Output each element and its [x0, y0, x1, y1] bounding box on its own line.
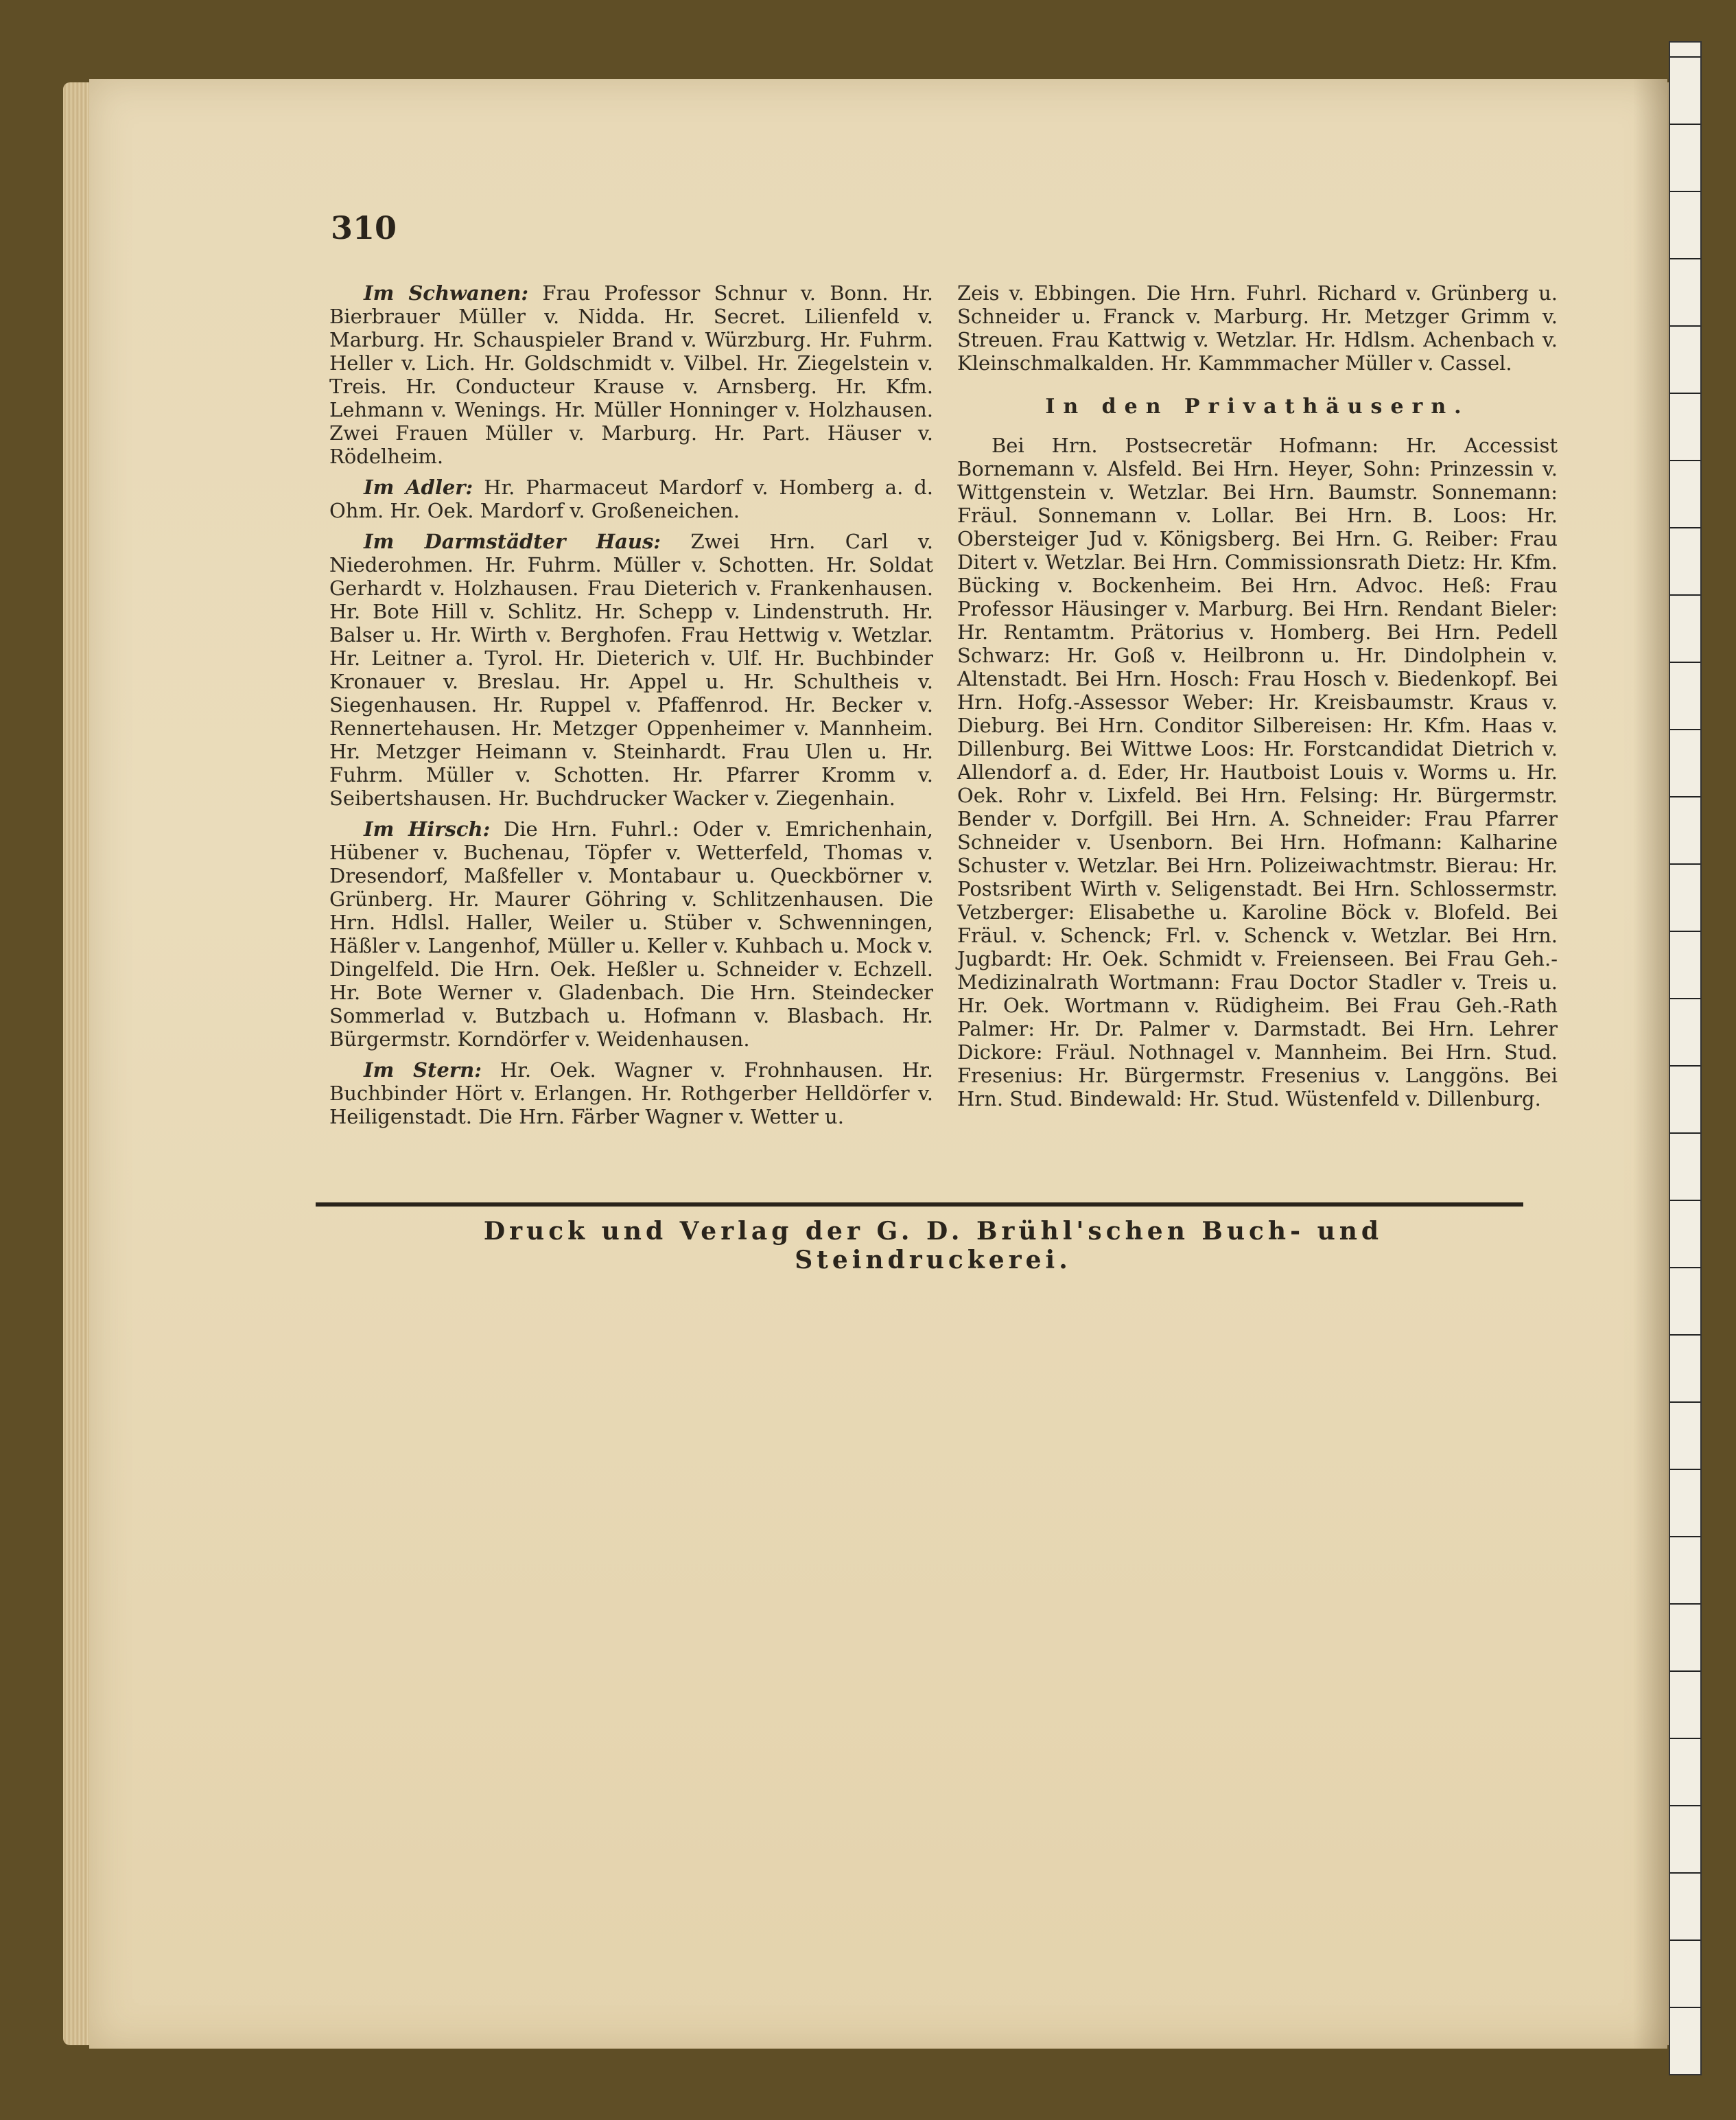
calibration-tick — [1670, 1469, 1700, 1470]
horizontal-rule — [316, 1202, 1523, 1207]
calibration-tick — [1670, 460, 1700, 461]
calibration-tick — [1670, 863, 1700, 865]
private-houses-paragraph: Bei Hrn. Postsecretär Hofmann: Hr. Accessist Bornemann v. Alsfeld. Bei Hrn. Heyer, Sohn: Prinzessin v. Wittgenstein v. Wetzlar. Bei Hrn. Baumstr. Sonnemann: Fräul. Sonnemann v. Lollar. Bei Hrn. B. Loos: Hr. Obersteiger Jud v. Königsberg. Bei Hrn. G. Reiber: Frau Ditert v. Wetzlar. Bei Hrn. Commissionsrath Dietz: Hr. Kfm. Bücking v. Bockenheim. Bei Hrn. Advoc. Heß: Frau Professor Häusinger v. Marburg. Bei Hrn. Rendant Bieler: Hr. Rentamtm. Prätorius v. Homberg. Bei Hrn. Pedell Schwarz: Hr. Goß v. Heilbronn u. Hr. Dindolphein v. Altenstadt. Bei Hrn. Hosch: Frau Hosch v. Biedenkopf. Bei Hrn. Hofg.-Assessor Weber: Hr. Kreisbaumstr. Kraus v. Dieburg. Bei Hrn. Conditor Silbereisen: Hr. Kfm. Haas v. Dillenburg. Bei Wittwe Loos: Hr. Forstcandidat Dietrich v. Allendorf a. d. Eder, Hr. Hautboist Louis v. Worms u. Hr. Oek. Rohr v. Lixfeld. Bei Hrn. Felsing: Hr. Bürgermstr. Bender v. Dorfgill. Bei Hrn. A. Schneider: Frau Pfarrer Schneider v. Usenborn. Bei Hrn. Hofmann: Kalharine Schuster v. Wetzlar. Bei Hrn. Polizeiwachtmstr. Bierau: Hr. Postsribent Wirth v. Seligenstadt. Bei Hrn. Schlossermstr. Vetzberger: Elisabethe u. Karoline Böck v. Blofeld. Bei Fräul. v. Schenck; Frl. v. Schenck v. Wetzlar. Bei Hrn. Jugbardt: Hr. Oek. Schmidt v. Freienseen. Bei Frau Geh.-Medizinalrath Wortmann: Frau Doctor Stadler v. Treis u. Hr. Oek. Wortmann v. Rüdigheim. Bei Frau Geh.-Rath Palmer: Hr. Dr. Palmer v. Darmstadt. Bei Hrn. Lehrer Dickore: Fräul. Nothnagel v. Mannheim. Bei Hrn. Stud. Fresenius: Hr. Bürgermstr. Fresenius v. Langgöns. Bei Hrn. Stud. Bindewald: Hr. Stud. Wüstenfeld v. Dillenburg. — [957, 434, 1558, 1110]
entry-paragraph — [329, 1058, 933, 1128]
calibration-tick — [1670, 729, 1700, 730]
entry-paragraph — [329, 530, 933, 810]
calibration-tick — [1670, 56, 1700, 58]
calibration-tick — [1670, 1200, 1700, 1201]
calibration-tick — [1670, 1065, 1700, 1067]
inn-name: Im Stern: — [364, 1058, 482, 1082]
calibration-tick — [1670, 191, 1700, 192]
calibration-tick — [1670, 1738, 1700, 1739]
color-calibration-strip — [1669, 41, 1702, 2075]
calibration-tick — [1670, 998, 1700, 999]
printer-imprint: Druck und Verlag der G. D. Brühl'schen Buch- und Steindruckerei. — [483, 1217, 1383, 1274]
calibration-tick — [1670, 1670, 1700, 1672]
calibration-tick — [1670, 1132, 1700, 1134]
calibration-tick — [1670, 1536, 1700, 1537]
guest-list: Frau Professor Schnur v. Bonn. Hr. Bierbrauer Müller v. Nidda. Hr. Secret. Lilienfeld v. Marburg. Hr. Schauspieler Brand v. Würzburg. Hr. Fuhrm. Heller v. Lich. Hr. Goldschmidt v. Vilbel. Hr. Ziegelstein v. Treis. Hr. Conducteur Krause v. Arnsberg. Hr. Kfm. Lehmann v. Wenings. Hr. Müller Honninger v. Holzhausen. Zwei Frauen Müller v. Marburg. Hr. Part. Häuser v. Rödelheim. — [329, 281, 933, 468]
entry-paragraph — [329, 817, 933, 1051]
calibration-tick — [1670, 393, 1700, 394]
calibration-tick — [1670, 258, 1700, 259]
calibration-tick — [1670, 325, 1700, 327]
right-column — [957, 281, 1558, 1118]
section-heading: In den Privathäusern. — [1045, 395, 1470, 419]
left-column — [329, 281, 933, 1136]
guest-list: Die Hrn. Fuhrl.: Oder v. Emrichenhain, Hübener v. Buchenau, Töpfer v. Wetterfeld, Thomas v. Dresendorf, Maßfeller v. Montabaur u. Queckbörner v. Grünberg. Hr. Maurer Göhring v. Schlitzenhausen. Die Hrn. Hdlsl. Haller, Weiler u. Stüber v. Schwenningen, Häßler v. Langenhof, Müller u. Keller v. Kuhbach u. Mock v. Dingelfeld. Die Hrn. Oek. Heßler u. Schneider v. Echzell. Hr. Bote Werner v. Gladenbach. Die Hrn. Steindecker Sommerlad v. Butzbach u. Hofmann v. Blasbach. Hr. Bürgermstr. Korndörfer v. Weidenhausen. — [329, 817, 934, 1051]
calibration-tick — [1670, 662, 1700, 663]
guest-list: Hr. Oek. Wagner v. Frohnhausen. Hr. Buchbinder Hört v. Erlangen. Hr. Rothgerber Helldörfer v. Heiligenstadt. Die Hrn. Färber Wagner v. Wetter u. — [329, 1058, 933, 1128]
calibration-tick — [1670, 1603, 1700, 1605]
inn-name: Im Hirsch: — [364, 817, 491, 841]
calibration-tick — [1670, 594, 1700, 596]
calibration-tick — [1670, 931, 1700, 932]
guest-list: Zwei Hrn. Carl v. Niederohmen. Hr. Fuhrm. Müller v. Schotten. Hr. Soldat Gerhardt v. Holzhausen. Frau Dieterich v. Frankenhausen. Hr. Bote Hill v. Schlitz. Hr. Schepp v. Lindenstruth. Hr. Balser u. Hr. Wirth v. Berghofen. Frau Hettwig v. Wetzlar. Hr. Leitner a. Tyrol. Hr. Dieterich v. Ulf. Hr. Buchbinder Kronauer v. Breslau. Hr. Appel u. Hr. Schultheis v. Siegenhausen. Hr. Ruppel v. Pfaffenrod. Hr. Becker v. Rennertehausen. Hr. Metzger Oppenheimer v. Mannheim. Hr. Metzger Heimann v. Steinhardt. Frau Ulen u. Hr. Fuhrm. Müller v. Schotten. Hr. Pfarrer Kromm v. Seibertshausen. Hr. Buchdrucker Wacker v. Ziegenhain. — [329, 530, 933, 810]
entry-paragraph — [329, 281, 933, 468]
entry-paragraph — [329, 476, 933, 522]
guest-list: Hr. Pharmaceut Mardorf v. Homberg a. d. Ohm. Hr. Oek. Mardorf v. Großeneichen. — [329, 476, 934, 522]
calibration-tick — [1670, 527, 1700, 528]
calibration-tick — [1670, 124, 1700, 125]
calibration-tick — [1670, 1267, 1700, 1268]
continuation-paragraph: Zeis v. Ebbingen. Die Hrn. Fuhrl. Richard v. Grünberg u. Schneider u. Franck v. Marburg. Hr. Metzger Grimm v. Streuen. Frau Kattwig v. Wetzlar. Hr. Hdlsm. Achenbach v. Kleinschmalkalden. Hr. Kammmacher Müller v. Cassel. — [957, 281, 1558, 375]
inn-name: Im Adler: — [364, 476, 473, 499]
inn-name: Im Darmstädter Haus: — [364, 530, 661, 553]
calibration-tick — [1670, 1805, 1700, 1806]
calibration-tick — [1670, 1940, 1700, 1941]
calibration-tick — [1670, 796, 1700, 797]
calibration-tick — [1670, 1334, 1700, 1336]
calibration-tick — [1670, 2007, 1700, 2008]
inn-name: Im Schwanen: — [364, 281, 529, 305]
page-number: 310 — [331, 209, 397, 246]
calibration-tick — [1670, 1872, 1700, 1874]
calibration-tick — [1670, 1401, 1700, 1403]
